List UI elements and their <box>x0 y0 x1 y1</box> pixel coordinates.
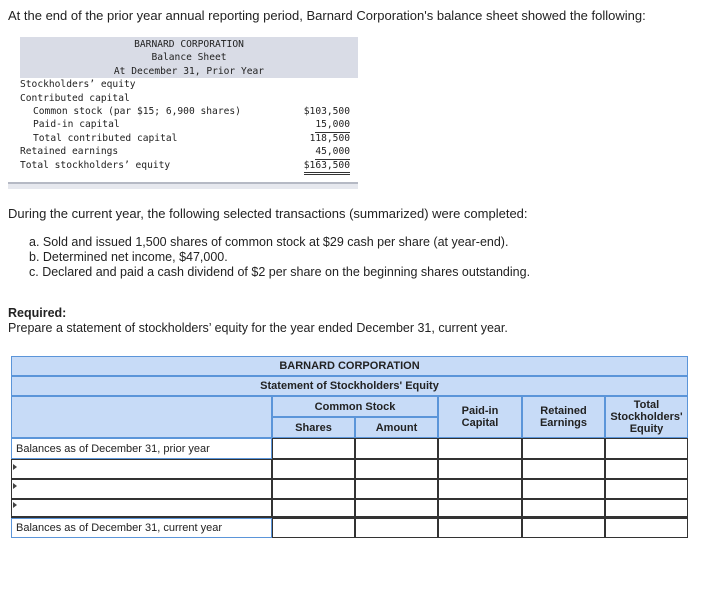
header-blank <box>11 396 272 438</box>
bs-date: At December 31, Prior Year <box>113 65 265 77</box>
row1-amount-input[interactable] <box>355 459 438 479</box>
col-total-line: Equity <box>629 423 664 435</box>
row2-paid-in-input[interactable] <box>438 479 522 499</box>
bs-title: Balance Sheet <box>151 52 227 64</box>
bs-row-label: Total stockholders’ equity <box>20 159 171 171</box>
row-prior-year-label: Balances as of December 31, prior year <box>11 438 272 459</box>
dropdown-arrow-icon <box>13 483 17 489</box>
row2-shares-input[interactable] <box>272 479 355 499</box>
row3-shares-input[interactable] <box>272 499 355 518</box>
bs-row <box>8 105 358 118</box>
transaction-row-1-label-select[interactable] <box>11 459 272 479</box>
statement-title: Statement of Stockholders' Equity <box>260 380 439 392</box>
bs-row <box>8 78 358 91</box>
transaction-item: a. Sold and issued 1,500 shares of common stock at $29 cash per share (at year-end). <box>29 235 509 249</box>
row1-shares-input[interactable] <box>272 459 355 479</box>
current-amount-input[interactable] <box>355 518 438 538</box>
required-label: Required: <box>8 306 67 320</box>
prior-shares-input[interactable] <box>272 438 355 459</box>
bs-row-amount: $163,500 <box>304 159 350 175</box>
bs-row <box>8 145 358 158</box>
row3-retained-input[interactable] <box>522 499 605 518</box>
col-paid-in-line: Capital <box>461 417 499 429</box>
transaction-item: c. Declared and paid a cash dividend of $2 per share on the beginning shares outstanding. <box>29 265 531 279</box>
col-retained-line: Retained <box>540 405 587 417</box>
col-common-stock: Common Stock <box>272 396 438 417</box>
col-paid-in-line: Paid-in <box>461 405 499 417</box>
col-retained-earnings <box>522 396 605 438</box>
bs-row-label: Stockholders’ equity <box>20 79 136 91</box>
bs-row-amount: 45,000 <box>315 145 350 159</box>
bs-bottom-bar <box>8 182 358 189</box>
row-current-year-label: Balances as of December 31, current year <box>11 518 272 538</box>
dropdown-arrow-icon <box>13 502 17 508</box>
bs-row-label: Total contributed capital <box>33 132 178 144</box>
bs-row <box>8 159 358 172</box>
prior-paid-in-input[interactable] <box>438 438 522 459</box>
bs-row <box>8 118 358 131</box>
bs-company: BARNARD CORPORATION <box>134 39 244 50</box>
col-total-line: Stockholders' <box>610 411 683 423</box>
prior-amount-input[interactable] <box>355 438 438 459</box>
balance-sheet-header <box>20 37 358 78</box>
row1-retained-input[interactable] <box>522 459 605 479</box>
current-paid-in-input[interactable] <box>438 518 522 538</box>
bs-row-amount: $103,500 <box>303 106 350 117</box>
current-total-input[interactable] <box>605 518 688 538</box>
col-total-equity <box>605 396 688 438</box>
col-amount: Amount <box>355 417 438 438</box>
row2-retained-input[interactable] <box>522 479 605 499</box>
balance-sheet <box>8 37 358 189</box>
prior-total-input[interactable] <box>605 438 688 459</box>
bs-row-label: Contributed capital <box>20 92 130 104</box>
statement-company: BARNARD CORPORATION <box>279 360 420 372</box>
row1-paid-in-input[interactable] <box>438 459 522 479</box>
statement-form <box>8 356 688 538</box>
bs-row-label: Common stock (par $15; 6,900 shares) <box>33 106 241 117</box>
bs-row <box>8 92 358 105</box>
transaction-item: b. Determined net income, $47,000. <box>29 250 228 264</box>
dropdown-arrow-icon <box>13 464 17 470</box>
transaction-row-3-label-select[interactable] <box>11 499 272 518</box>
transaction-row-2-label-select[interactable] <box>11 479 272 499</box>
row3-amount-input[interactable] <box>355 499 438 518</box>
bs-row-amount: 118,500 <box>309 132 350 144</box>
bs-row-label: Paid-in capital <box>33 119 120 131</box>
current-retained-input[interactable] <box>522 518 605 538</box>
bs-row <box>8 132 358 145</box>
row1-total-input[interactable] <box>605 459 688 479</box>
row3-paid-in-input[interactable] <box>438 499 522 518</box>
col-shares: Shares <box>272 417 355 438</box>
col-retained-line: Earnings <box>539 417 588 429</box>
required-text: Prepare a statement of stockholders’ equity for the year ended December 31, current year. <box>8 321 508 335</box>
bs-row-label: Retained earnings <box>20 146 119 158</box>
current-shares-input[interactable] <box>272 518 355 538</box>
row2-amount-input[interactable] <box>355 479 438 499</box>
prior-retained-input[interactable] <box>522 438 605 459</box>
intro-text: At the end of the prior year annual reporting period, Barnard Corporation's balance sheet showed the following: <box>8 8 646 23</box>
row3-total-input[interactable] <box>605 499 688 518</box>
transactions-intro: During the current year, the following selected transactions (summarized) were completed: <box>8 206 528 221</box>
col-paid-in-capital <box>438 396 522 438</box>
bs-row-amount: 15,000 <box>315 118 350 132</box>
col-total-line: Total <box>633 399 660 411</box>
row2-total-input[interactable] <box>605 479 688 499</box>
